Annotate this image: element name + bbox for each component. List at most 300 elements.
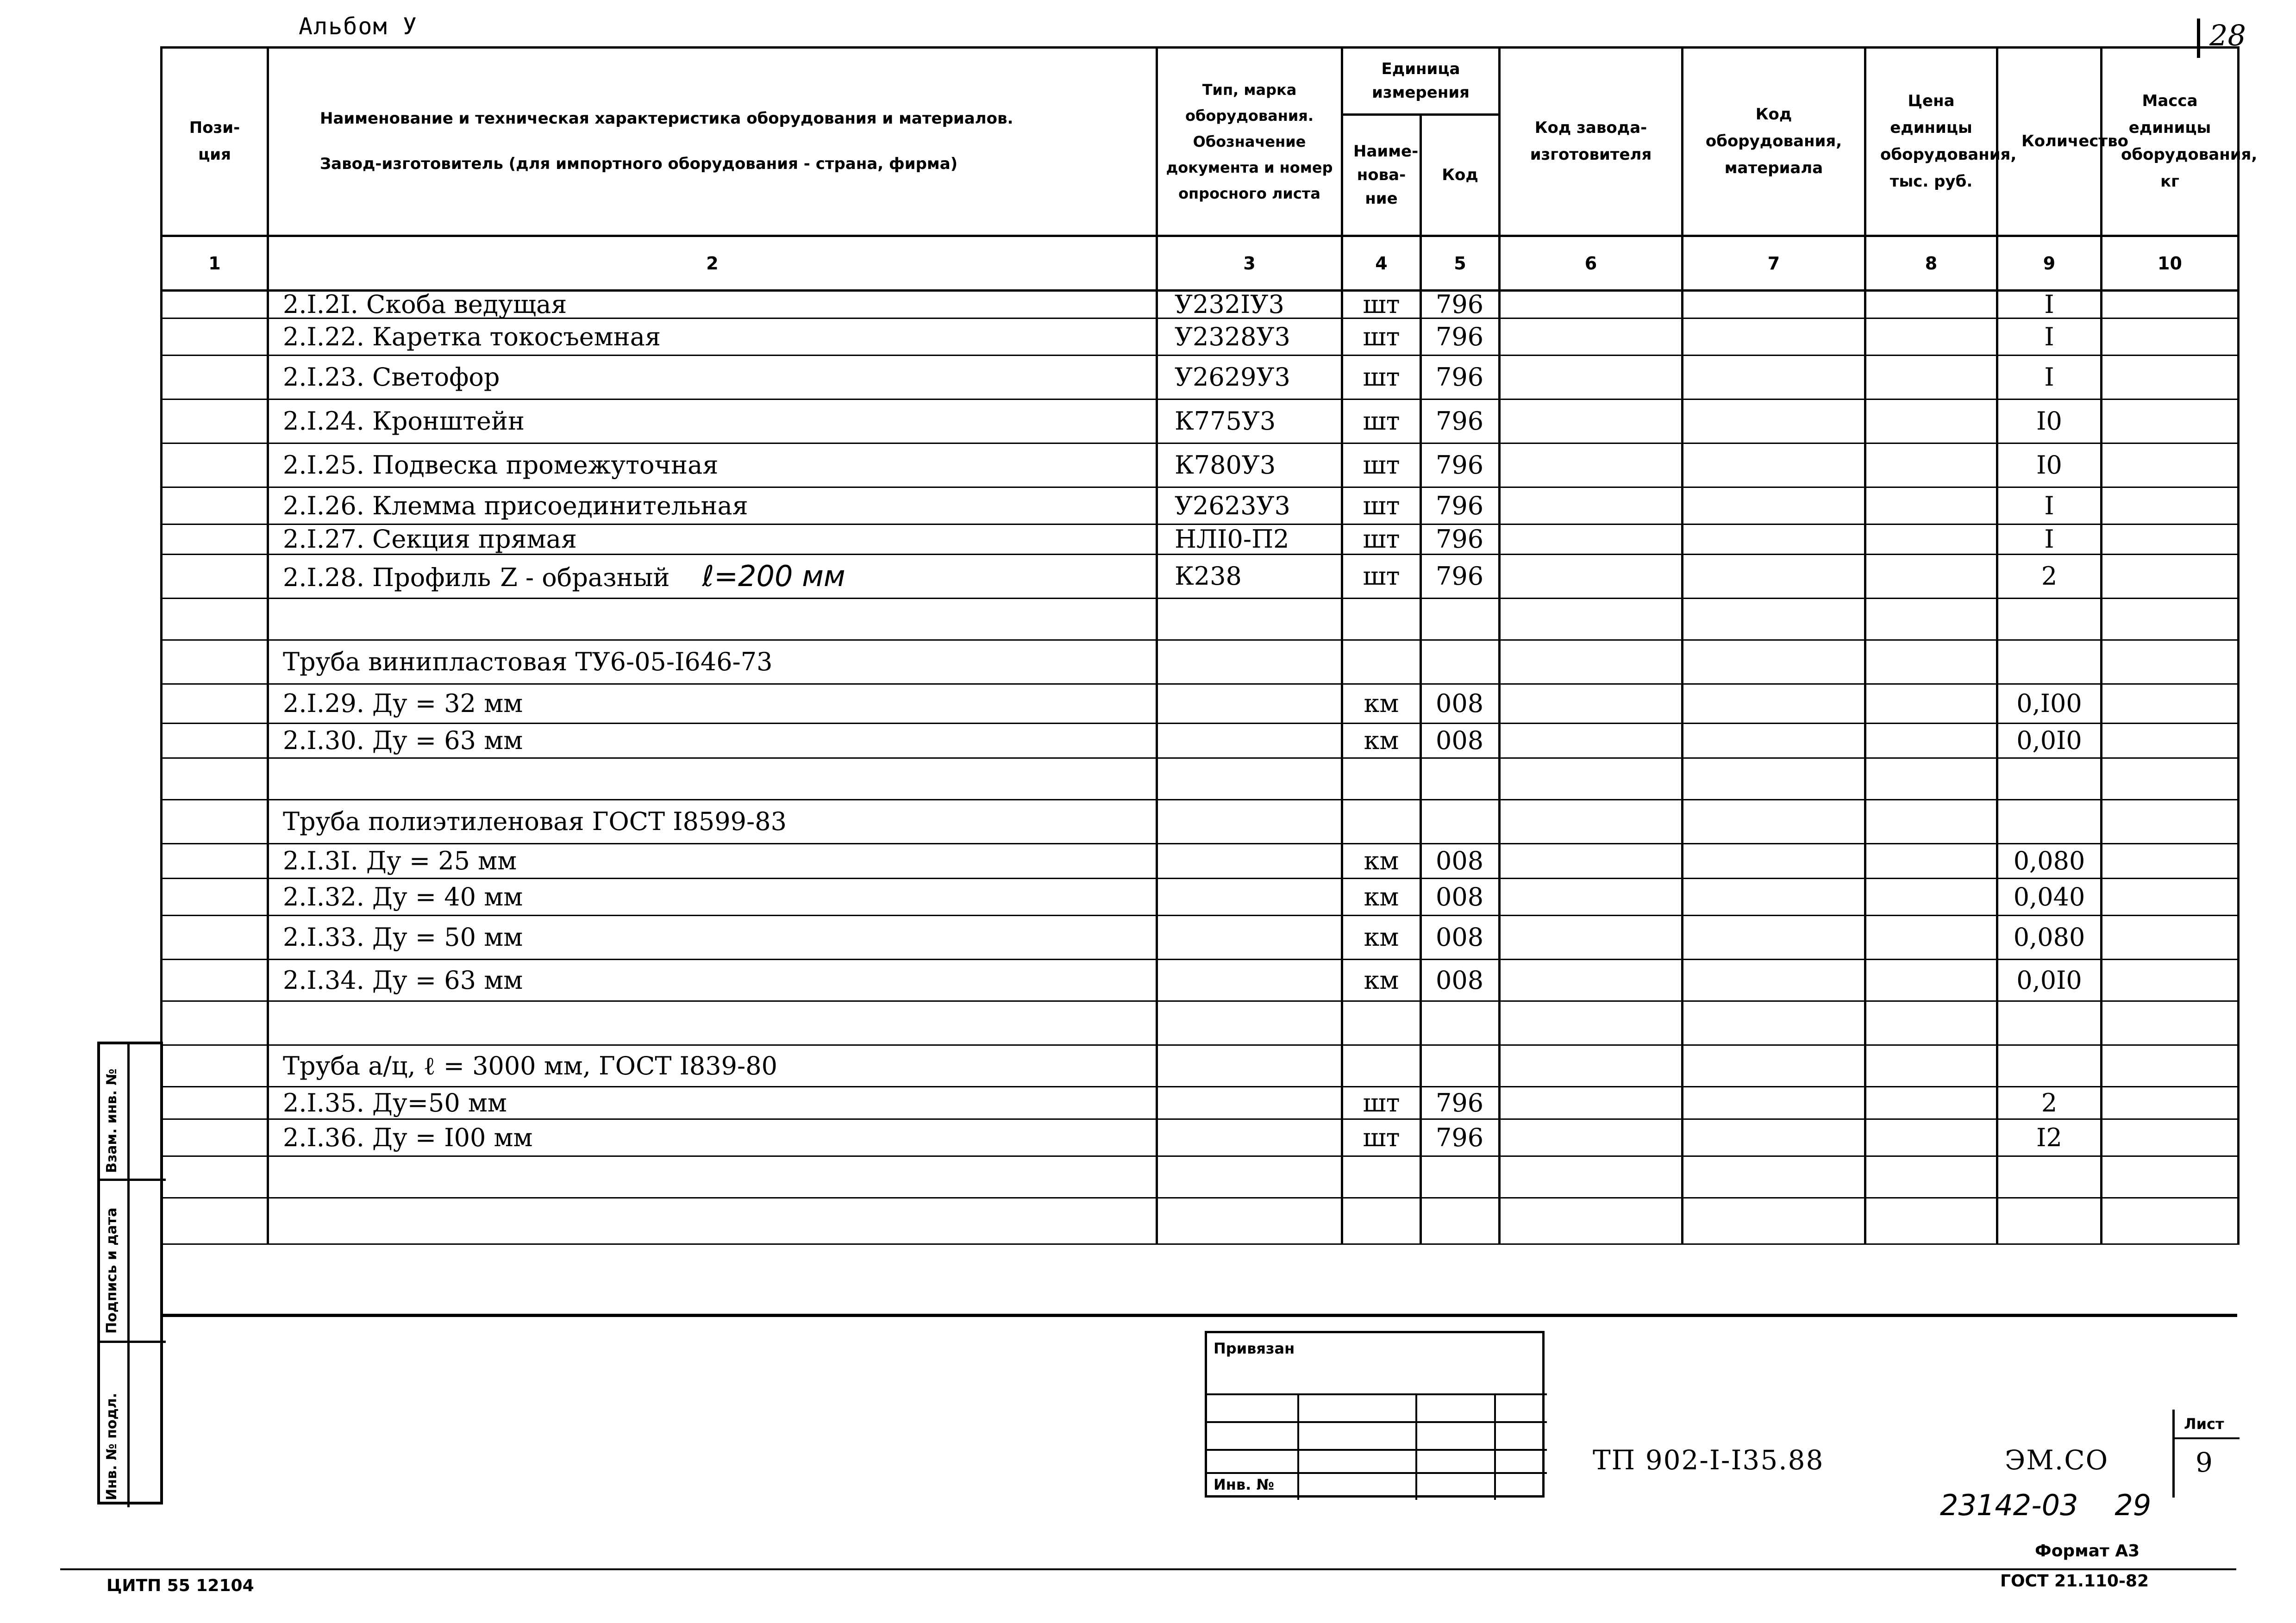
unit-name-cell xyxy=(1342,1001,1421,1045)
type-mark-cell xyxy=(1157,356,1342,400)
type-mark-cell xyxy=(1157,800,1342,844)
type-mark-text: У232IУ3 xyxy=(1175,290,1284,319)
privyazan-label: Привязан xyxy=(1214,1340,1295,1357)
side-stamp-label-original-inv: Инв. № подл. xyxy=(104,1392,120,1500)
price-cell xyxy=(1865,758,1997,800)
factory-code-cell xyxy=(1500,524,1683,555)
album-title: Альбом У xyxy=(299,13,418,40)
item-name-cell xyxy=(268,1001,1157,1045)
item-name-cell xyxy=(268,318,1157,356)
equipment-code-cell xyxy=(1683,524,1865,555)
item-name-cell xyxy=(268,356,1157,400)
item-name-text: Труба винипластовая ТУ6-05-I646-73 xyxy=(283,647,773,676)
table-row xyxy=(162,879,2239,916)
equipment-code-cell xyxy=(1683,1198,1865,1244)
inv-number-label: Инв. № xyxy=(1214,1476,1274,1493)
factory-code-cell xyxy=(1500,960,1683,1001)
equipment-code-cell xyxy=(1683,916,1865,960)
equipment-code-cell xyxy=(1683,1119,1865,1156)
price-cell xyxy=(1865,684,1997,724)
item-name-text: Труба полиэтиленовая ГОСТ I8599-83 xyxy=(283,807,787,836)
factory-code-cell xyxy=(1500,916,1683,960)
item-name-cell xyxy=(268,758,1157,800)
colnum-1: 1 xyxy=(162,236,268,291)
quantity-cell xyxy=(1997,1119,2102,1156)
quantity-cell xyxy=(1997,724,2102,758)
mass-cell xyxy=(2102,844,2239,879)
item-name-text: 2.I.30. Ду = 63 мм xyxy=(283,726,523,755)
quantity-text: 0,I00 xyxy=(2016,689,2082,718)
colnum-7: 7 xyxy=(1683,236,1865,291)
unit-name-cell xyxy=(1342,800,1421,844)
unit-code-cell xyxy=(1421,443,1500,487)
quantity-cell xyxy=(1997,800,2102,844)
unit-name-cell xyxy=(1342,640,1421,684)
quantity-cell xyxy=(1997,1045,2102,1087)
price-cell xyxy=(1865,1119,1997,1156)
quantity-cell xyxy=(1997,524,2102,555)
quantity-text: 2 xyxy=(2041,562,2058,591)
unit-code-cell xyxy=(1421,356,1500,400)
unit-code-text: 008 xyxy=(1436,726,1484,755)
header-row-top xyxy=(162,48,2239,115)
quantity-text: 2 xyxy=(2041,1088,2058,1117)
type-mark-cell xyxy=(1157,916,1342,960)
position-cell xyxy=(162,1045,268,1087)
privyazan-block xyxy=(1205,1331,1545,1498)
type-mark-text: К238 xyxy=(1175,562,1242,591)
position-cell xyxy=(162,487,268,524)
header-mass: Масса единицы оборудования, кг xyxy=(2102,48,2239,236)
unit-name-text: шт xyxy=(1363,406,1400,436)
mass-cell xyxy=(2102,724,2239,758)
equipment-code-cell xyxy=(1683,443,1865,487)
header-unit: Единица измерения xyxy=(1342,48,1500,115)
price-cell xyxy=(1865,844,1997,879)
mass-cell xyxy=(2102,443,2239,487)
handwritten-registration: 23142-03 29 xyxy=(1940,1488,2152,1522)
mass-cell xyxy=(2102,524,2239,555)
quantity-cell xyxy=(1997,1001,2102,1045)
type-mark-text: У2629У3 xyxy=(1175,362,1290,392)
factory-code-cell xyxy=(1500,443,1683,487)
mass-cell xyxy=(2102,1156,2239,1198)
quantity-cell xyxy=(1997,555,2102,599)
equipment-code-cell xyxy=(1683,758,1865,800)
group-heading-row xyxy=(162,640,2239,684)
item-name-cell xyxy=(268,443,1157,487)
position-cell xyxy=(162,524,268,555)
column-number-row xyxy=(162,236,2239,291)
position-cell xyxy=(162,800,268,844)
sheet-number: 9 xyxy=(2196,1447,2214,1478)
unit-code-text: 796 xyxy=(1436,450,1484,480)
item-name-text: 2.I.2I. Скоба ведущая xyxy=(283,290,567,319)
unit-name-text: шт xyxy=(1363,562,1400,591)
unit-code-text: 008 xyxy=(1436,923,1484,952)
position-cell xyxy=(162,291,268,318)
mass-cell xyxy=(2102,640,2239,684)
item-name-cell xyxy=(268,524,1157,555)
type-mark-text: К775У3 xyxy=(1175,406,1276,436)
unit-code-text: 796 xyxy=(1436,1088,1484,1117)
equipment-code-cell xyxy=(1683,318,1865,356)
table-row xyxy=(162,291,2239,318)
price-cell xyxy=(1865,640,1997,684)
mass-cell xyxy=(2102,291,2239,318)
quantity-text: I xyxy=(2044,290,2054,319)
quantity-cell xyxy=(1997,1198,2102,1244)
quantity-text: 0,080 xyxy=(2013,846,2085,875)
price-cell xyxy=(1865,1045,1997,1087)
position-cell xyxy=(162,400,268,443)
price-cell xyxy=(1865,318,1997,356)
quantity-cell xyxy=(1997,640,2102,684)
equipment-code-cell xyxy=(1683,960,1865,1001)
table-row xyxy=(162,1156,2239,1198)
unit-code-cell xyxy=(1421,1087,1500,1119)
unit-name-text: шт xyxy=(1363,524,1400,554)
type-mark-cell xyxy=(1157,1087,1342,1119)
unit-code-cell xyxy=(1421,640,1500,684)
unit-name-text: шт xyxy=(1363,322,1400,351)
type-mark-text: У2623У3 xyxy=(1175,491,1290,520)
position-cell xyxy=(162,318,268,356)
position-cell xyxy=(162,640,268,684)
group-heading-row xyxy=(162,1045,2239,1087)
unit-name-text: шт xyxy=(1363,1088,1400,1117)
unit-code-cell xyxy=(1421,487,1500,524)
unit-code-text: 796 xyxy=(1436,290,1484,319)
header-price: Цена единицы оборудования, тыс. руб. xyxy=(1865,48,1997,236)
quantity-cell xyxy=(1997,916,2102,960)
unit-name-text: шт xyxy=(1363,491,1400,520)
quantity-cell xyxy=(1997,318,2102,356)
unit-name-text: км xyxy=(1364,882,1399,911)
colnum-3: 3 xyxy=(1157,236,1342,291)
factory-code-cell xyxy=(1500,684,1683,724)
table-row xyxy=(162,758,2239,800)
quantity-cell xyxy=(1997,443,2102,487)
unit-code-text: 796 xyxy=(1436,322,1484,351)
quantity-cell xyxy=(1997,960,2102,1001)
item-name-cell xyxy=(268,1156,1157,1198)
position-cell xyxy=(162,879,268,916)
item-name-text: 2.I.22. Каретка токосъемная xyxy=(283,322,661,351)
quantity-cell xyxy=(1997,758,2102,800)
item-name-text: 2.I.35. Ду=50 мм xyxy=(283,1088,507,1117)
unit-name-cell xyxy=(1342,844,1421,879)
quantity-text: I0 xyxy=(2036,406,2062,436)
type-mark-cell xyxy=(1157,684,1342,724)
type-mark-text: НЛI0-П2 xyxy=(1175,524,1289,554)
type-mark-cell xyxy=(1157,724,1342,758)
table-row xyxy=(162,400,2239,443)
unit-name-text: км xyxy=(1364,689,1399,718)
price-cell xyxy=(1865,960,1997,1001)
unit-code-cell xyxy=(1421,1001,1500,1045)
unit-name-cell xyxy=(1342,487,1421,524)
price-cell xyxy=(1865,400,1997,443)
item-name-text: 2.I.28. Профиль xyxy=(283,563,491,592)
unit-code-cell xyxy=(1421,879,1500,916)
position-cell xyxy=(162,1156,268,1198)
table-row xyxy=(162,599,2239,640)
type-mark-cell xyxy=(1157,1001,1342,1045)
factory-code-cell xyxy=(1500,318,1683,356)
unit-code-cell xyxy=(1421,291,1500,318)
mass-cell xyxy=(2102,1198,2239,1244)
document-mark: ЭМ.СО xyxy=(2005,1444,2109,1476)
unit-code-text: 008 xyxy=(1436,689,1484,718)
unit-code-text: 008 xyxy=(1436,846,1484,875)
unit-name-text: шт xyxy=(1363,290,1400,319)
colnum-6: 6 xyxy=(1500,236,1683,291)
quantity-cell xyxy=(1997,844,2102,879)
header-factory-code: Код завода-изготовителя xyxy=(1500,48,1683,236)
item-name-cell xyxy=(268,1045,1157,1087)
table-row xyxy=(162,1087,2239,1119)
type-mark-cell xyxy=(1157,844,1342,879)
price-cell xyxy=(1865,879,1997,916)
price-cell xyxy=(1865,916,1997,960)
unit-code-cell xyxy=(1421,555,1500,599)
factory-code-cell xyxy=(1500,1198,1683,1244)
position-cell xyxy=(162,916,268,960)
table-row xyxy=(162,555,2239,599)
item-name-text: 2.I.29. Ду = 32 мм xyxy=(283,689,523,718)
equipment-code-cell xyxy=(1683,555,1865,599)
item-name-cell xyxy=(268,844,1157,879)
position-cell xyxy=(162,599,268,640)
equipment-code-cell xyxy=(1683,684,1865,724)
unit-name-cell xyxy=(1342,1087,1421,1119)
price-cell xyxy=(1865,599,1997,640)
header-quantity: Количество xyxy=(1997,48,2102,236)
equipment-code-cell xyxy=(1683,1045,1865,1087)
item-name-cell xyxy=(268,1198,1157,1244)
price-cell xyxy=(1865,291,1997,318)
position-cell xyxy=(162,443,268,487)
factory-code-cell xyxy=(1500,1087,1683,1119)
item-name-text: 2.I.33. Ду = 50 мм xyxy=(283,923,523,952)
unit-code-cell xyxy=(1421,400,1500,443)
handwritten-length: ℓ=200 мм xyxy=(702,559,845,593)
table-row xyxy=(162,1001,2239,1045)
type-mark-cell xyxy=(1157,960,1342,1001)
unit-name-text: км xyxy=(1364,726,1399,755)
unit-name-text: км xyxy=(1364,965,1399,995)
unit-code-cell xyxy=(1421,524,1500,555)
item-name-cell xyxy=(268,960,1157,1001)
price-cell xyxy=(1865,555,1997,599)
unit-name-cell xyxy=(1342,1156,1421,1198)
document-code: ТП 902-I-I35.88 xyxy=(1593,1444,1824,1476)
quantity-cell xyxy=(1997,684,2102,724)
position-cell xyxy=(162,1087,268,1119)
quantity-text: I xyxy=(2044,322,2054,351)
type-mark-cell xyxy=(1157,524,1342,555)
type-mark-text: К780У3 xyxy=(1175,450,1276,480)
type-mark-cell xyxy=(1157,640,1342,684)
item-name-cell xyxy=(268,291,1157,318)
unit-name-text: шт xyxy=(1363,362,1400,392)
item-name-text: 2.I.25. Подвеска промежуточная xyxy=(283,450,719,480)
header-unit-code: Код xyxy=(1421,115,1500,236)
unit-name-cell xyxy=(1342,524,1421,555)
colnum-9: 9 xyxy=(1997,236,2102,291)
factory-code-cell xyxy=(1500,724,1683,758)
header-name-line1: Наименование и техническая характеристика оборудования и материалов. xyxy=(320,109,1013,128)
colnum-8: 8 xyxy=(1865,236,1997,291)
colnum-2: 2 xyxy=(268,236,1157,291)
quantity-cell xyxy=(1997,599,2102,640)
unit-name-cell xyxy=(1342,916,1421,960)
item-name-cell xyxy=(268,555,1157,599)
quantity-cell xyxy=(1997,400,2102,443)
factory-code-cell xyxy=(1500,800,1683,844)
mass-cell xyxy=(2102,916,2239,960)
footer-gost: ГОСТ 21.110-82 xyxy=(2000,1572,2149,1591)
table-row xyxy=(162,524,2239,555)
unit-code-cell xyxy=(1421,800,1500,844)
item-name-extra: Z - образный xyxy=(500,563,670,592)
type-mark-cell xyxy=(1157,487,1342,524)
privyazan-vline xyxy=(1494,1393,1496,1500)
colnum-5: 5 xyxy=(1421,236,1500,291)
factory-code-cell xyxy=(1500,640,1683,684)
type-mark-text: У2328У3 xyxy=(1175,322,1290,351)
unit-code-cell xyxy=(1421,844,1500,879)
item-name-text: 2.I.26. Клемма присоединительная xyxy=(283,491,748,520)
table-row xyxy=(162,844,2239,879)
unit-name-text: км xyxy=(1364,846,1399,875)
quantity-cell xyxy=(1997,356,2102,400)
table-row xyxy=(162,724,2239,758)
title-block-top-line xyxy=(160,1314,2237,1317)
side-stamp-divider xyxy=(100,1341,166,1343)
unit-code-text: 796 xyxy=(1436,491,1484,520)
item-name-text: 2.I.36. Ду = I00 мм xyxy=(283,1123,533,1152)
quantity-text: 0,0I0 xyxy=(2016,726,2082,755)
header-name xyxy=(268,48,1157,236)
price-cell xyxy=(1865,356,1997,400)
header-equipment-code: Код оборудования, материала xyxy=(1683,48,1865,236)
equipment-code-cell xyxy=(1683,879,1865,916)
unit-code-text: 796 xyxy=(1436,406,1484,436)
side-stamp-label-signature-date: Подпись и дата xyxy=(104,1207,120,1334)
factory-code-cell xyxy=(1500,1156,1683,1198)
unit-code-cell xyxy=(1421,599,1500,640)
unit-code-text: 796 xyxy=(1436,362,1484,392)
quantity-cell xyxy=(1997,487,2102,524)
unit-code-text: 008 xyxy=(1436,965,1484,995)
factory-code-cell xyxy=(1500,599,1683,640)
mass-cell xyxy=(2102,1087,2239,1119)
factory-code-cell xyxy=(1500,1001,1683,1045)
mass-cell xyxy=(2102,555,2239,599)
price-cell xyxy=(1865,524,1997,555)
header-type-mark: Тип, марка оборудования. Обозначение документа и номер опросного листа xyxy=(1157,48,1342,236)
quantity-cell xyxy=(1997,1156,2102,1198)
type-mark-cell xyxy=(1157,291,1342,318)
type-mark-cell xyxy=(1157,1156,1342,1198)
quantity-text: 0,0I0 xyxy=(2016,965,2082,995)
quantity-text: 0,080 xyxy=(2013,923,2085,952)
unit-code-cell xyxy=(1421,916,1500,960)
item-name-cell xyxy=(268,684,1157,724)
unit-name-cell xyxy=(1342,1119,1421,1156)
item-name-text: 2.I.24. Кронштейн xyxy=(283,406,525,436)
mass-cell xyxy=(2102,960,2239,1001)
unit-name-cell xyxy=(1342,291,1421,318)
unit-code-text: 796 xyxy=(1436,562,1484,591)
equipment-code-cell xyxy=(1683,487,1865,524)
table-row xyxy=(162,1198,2239,1244)
quantity-text: I2 xyxy=(2036,1123,2062,1152)
type-mark-cell xyxy=(1157,400,1342,443)
quantity-text: I xyxy=(2044,524,2054,554)
quantity-text: 0,040 xyxy=(2013,882,2085,911)
side-stamp-label-replaced-inv: Взам. инв. № xyxy=(104,1068,120,1173)
item-name-text: 2.I.32. Ду = 40 мм xyxy=(283,882,523,911)
header-unit-name: Наиме-нова-ние xyxy=(1342,115,1421,236)
unit-name-cell xyxy=(1342,724,1421,758)
item-name-cell xyxy=(268,599,1157,640)
mass-cell xyxy=(2102,487,2239,524)
table-row xyxy=(162,356,2239,400)
colnum-10: 10 xyxy=(2102,236,2239,291)
unit-name-cell xyxy=(1342,879,1421,916)
table-row xyxy=(162,916,2239,960)
unit-name-cell xyxy=(1342,684,1421,724)
item-name-cell xyxy=(268,640,1157,684)
price-cell xyxy=(1865,800,1997,844)
footer-line xyxy=(60,1568,2236,1570)
equipment-code-cell xyxy=(1683,724,1865,758)
sheet-label: Лист xyxy=(2184,1415,2224,1433)
type-mark-cell xyxy=(1157,599,1342,640)
price-cell xyxy=(1865,1001,1997,1045)
unit-name-cell xyxy=(1342,599,1421,640)
header-position: Пози- ция xyxy=(162,48,268,236)
equipment-code-cell xyxy=(1683,1087,1865,1119)
item-name-text: 2.I.3I. Ду = 25 мм xyxy=(283,846,517,875)
unit-code-cell xyxy=(1421,1156,1500,1198)
item-name-cell xyxy=(268,1119,1157,1156)
factory-code-cell xyxy=(1500,400,1683,443)
unit-code-cell xyxy=(1421,684,1500,724)
item-name-cell xyxy=(268,487,1157,524)
unit-name-cell xyxy=(1342,1198,1421,1244)
position-cell xyxy=(162,684,268,724)
position-cell xyxy=(162,356,268,400)
unit-name-cell xyxy=(1342,443,1421,487)
unit-code-cell xyxy=(1421,758,1500,800)
type-mark-cell xyxy=(1157,555,1342,599)
header-name-line2: Завод-изготовитель (для импортного оборудования - страна, фирма) xyxy=(320,155,958,173)
unit-name-cell xyxy=(1342,356,1421,400)
footer-printer: ЦИТП 55 12104 xyxy=(106,1576,254,1595)
type-mark-cell xyxy=(1157,758,1342,800)
item-name-cell xyxy=(268,800,1157,844)
unit-name-cell xyxy=(1342,960,1421,1001)
type-mark-cell xyxy=(1157,1198,1342,1244)
unit-name-cell xyxy=(1342,318,1421,356)
item-name-cell xyxy=(268,1087,1157,1119)
unit-name-text: шт xyxy=(1363,450,1400,480)
mass-cell xyxy=(2102,800,2239,844)
